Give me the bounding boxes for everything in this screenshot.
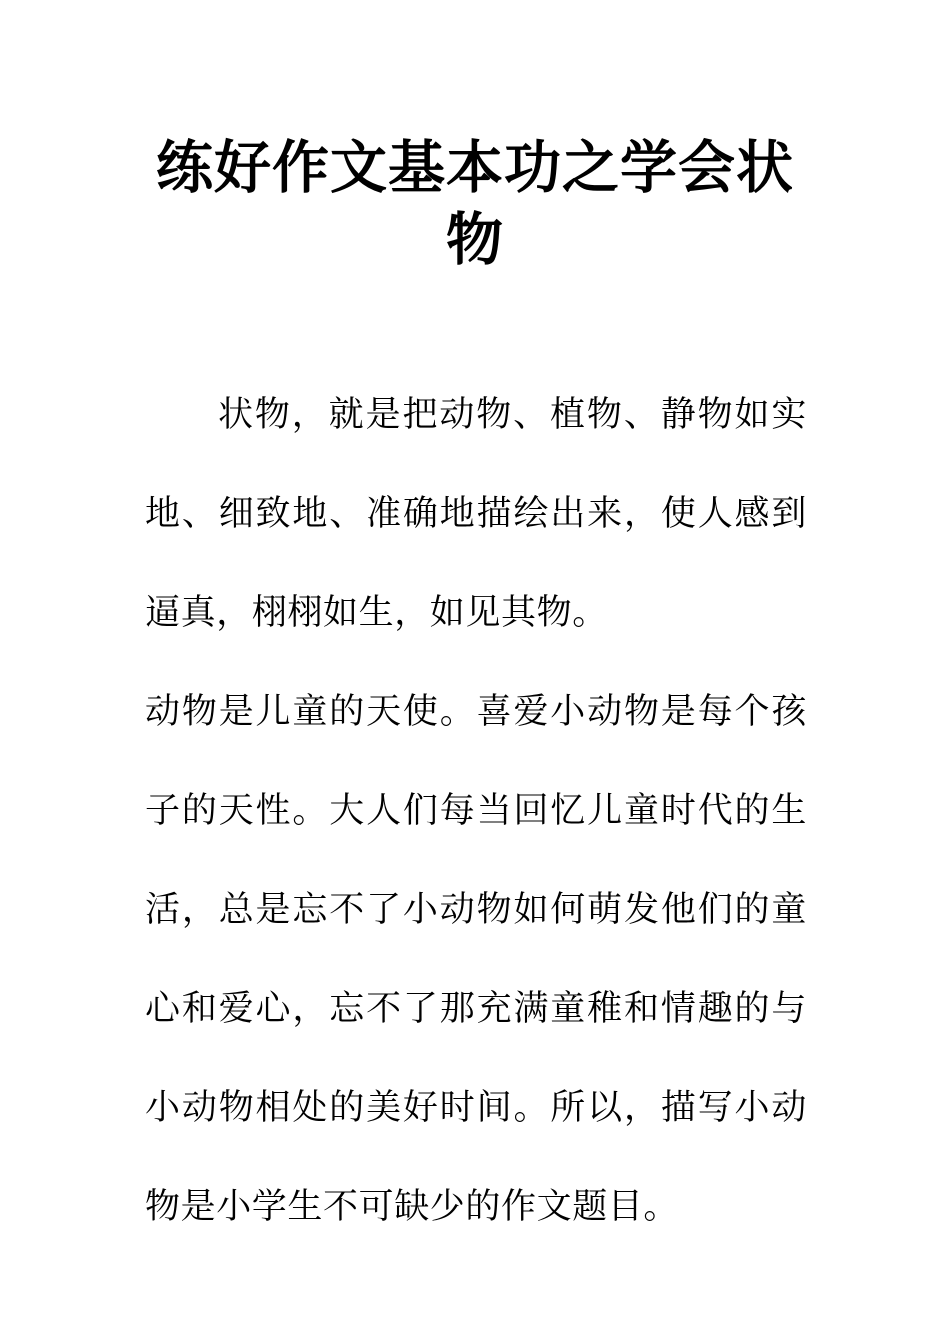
document-title: 练好作文基本功之学会状物 [156, 135, 794, 273]
document-body [145, 366, 807, 1257]
paragraph-intro: 状物，就是把动物、植物、静物如实地、细致地、准确地描绘出来，使人感到逼真，栩栩如生，如见其物。 [145, 395, 807, 633]
paragraph-animals: 动物是儿童的天使。喜爱小动物是每个孩子的天性。大人们每当回忆儿童时代的生活，总是忘不了小动物如何萌发他们的童心和爱心，忘不了那充满童稚和情趣的与小动物相处的美好时间。所以，描写小动物是小学生不可缺少的作文题目。 [145, 692, 807, 1227]
